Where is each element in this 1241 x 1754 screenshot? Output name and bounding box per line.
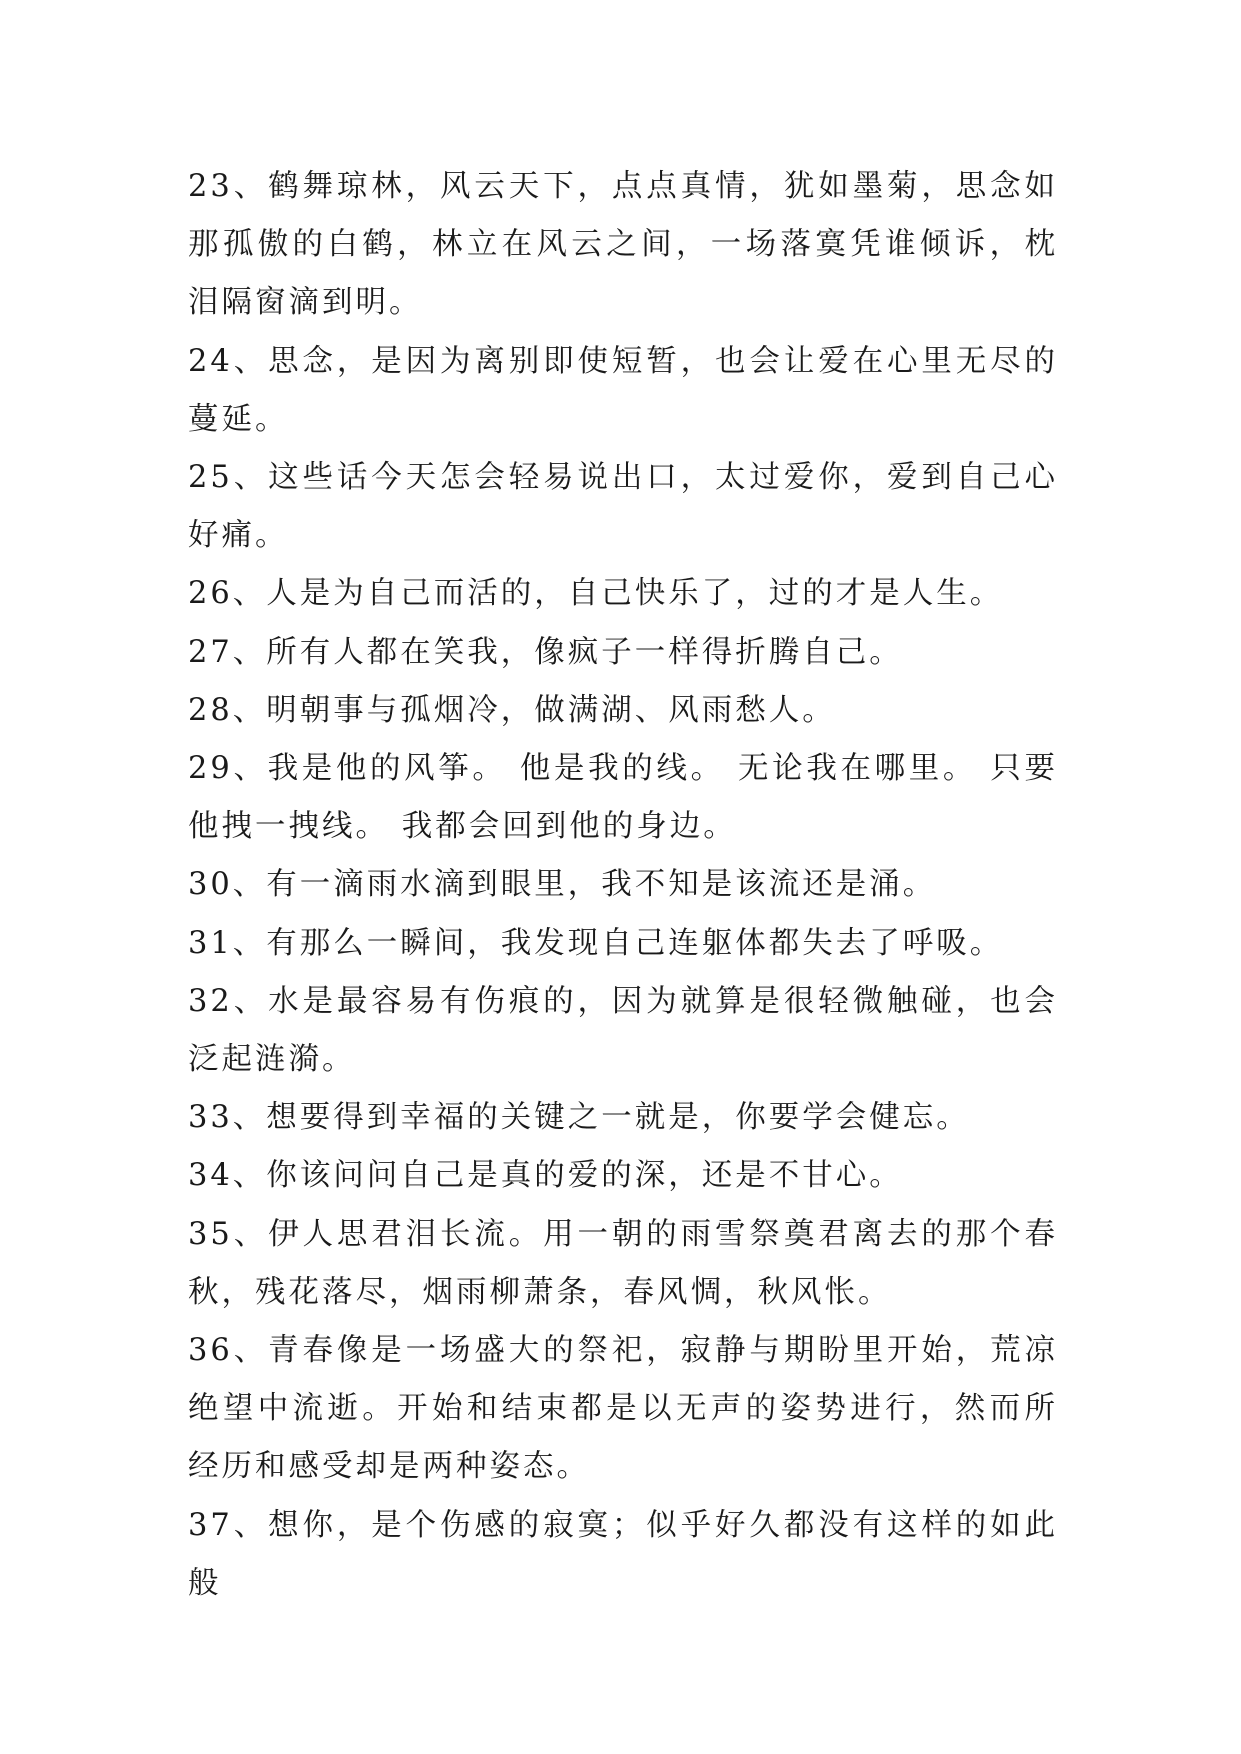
paragraph-26: 26、人是为自己而活的，自己快乐了，过的才是人生。 (188, 576, 1004, 612)
paragraph-34: 34、你该问问自己是真的爱的深，还是不甘心。 (188, 1158, 903, 1194)
paragraph-36: 36、青春像是一场盛大的祭祀，寂静与期盼里开始，荒凉绝望中流逝。开始和结束都是以无声的姿势进行，然而所经历和感受却是两种姿态。 (188, 1333, 1058, 1485)
paragraph-35: 35、伊人思君泪长流。用一朝的雨雪祭奠君离去的那个春秋，残花落尽，烟雨柳萧条，春风惆，秋风怅。 (188, 1216, 1058, 1310)
paragraph-28: 28、明朝事与孤烟冷，做满湖、风雨愁人。 (188, 692, 836, 728)
paragraph-24: 24、思念，是因为离别即使短暂，也会让爱在心里无尽的蔓延。 (188, 343, 1058, 437)
document-body (188, 158, 1058, 1613)
paragraph-32: 32、水是最容易有伤痕的，因为就算是很轻微触碰，也会泛起涟漪。 (188, 983, 1058, 1078)
paragraph-31: 31、有那么一瞬间，我发现自己连躯体都失去了呼吸。 (188, 925, 1004, 961)
paragraph-30: 30、有一滴雨水滴到眼里，我不知是该流还是涌。 (188, 867, 937, 903)
paragraph-37: 37、想你，是个伤感的寂寞；似乎好久都没有这样的如此般 (188, 1507, 1058, 1601)
paragraph-29: 29、我是他的风筝。 他是我的线。 无论我在哪里。 只要他拽一拽线。 我都会回到他的身边。 (188, 751, 1058, 845)
paragraph-33: 33、想要得到幸福的关键之一就是，你要学会健忘。 (188, 1100, 970, 1136)
paragraph-23: 23、鹤舞琼林，风云天下，点点真情，犹如墨菊，思念如那孤傲的白鹤，林立在风云之间，一场落寞凭谁倾诉，枕泪隔窗滴到明。 (188, 169, 1058, 321)
paragraph-25: 25、这些话今天怎会轻易说出口，太过爱你，爱到自己心好痛。 (188, 460, 1058, 554)
paragraph-27: 27、所有人都在笑我，像疯子一样得折腾自己。 (188, 634, 903, 670)
